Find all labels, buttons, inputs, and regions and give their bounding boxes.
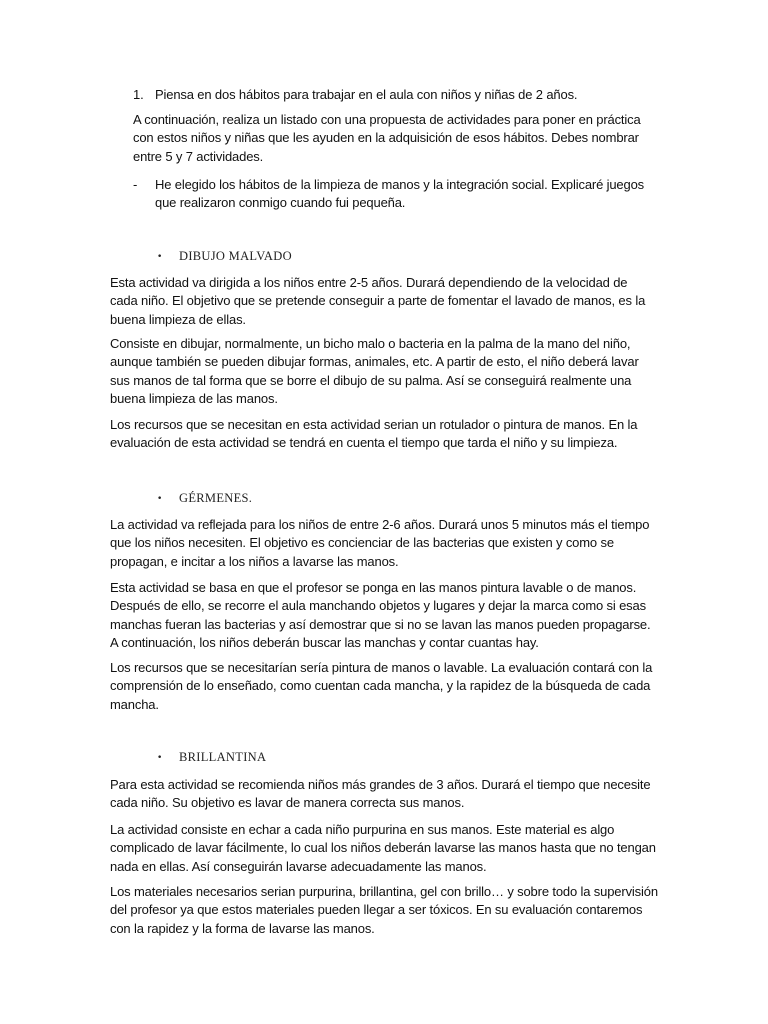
activity-paragraph: Para esta actividad se recomienda niños más grandes de 3 años. Durará el tiempo que necesite cada niño. Su objetivo es lavar de manera correcta sus manos. [110, 777, 651, 811]
activity-title: BRILLANTINA [179, 750, 267, 764]
question-number: 1. [133, 87, 144, 102]
activity-paragraph: Esta actividad se basa en que el profesor se ponga en las manos pintura lavable o de manos. Después de ello, se recorre el aula manchando objetos y lugares y dejar la marca como si esas manchas fueran las bacterias y así demostrar que si no se lavan las manos pueden propagarse. A continuación, los niños deberán buscar las manchas y contar cuantas hay. [110, 580, 651, 650]
activity-paragraph: Los recursos que se necesitarían sería pintura de manos o lavable. La evaluación contará con la comprensión de lo enseñado, como cuentan cada mancha, y la rapidez de la búsqueda de cada mancha. [110, 660, 653, 712]
dash-marker: - [133, 177, 138, 192]
question-item [133, 86, 673, 104]
bullet-icon: • [157, 252, 163, 262]
bullet-icon: • [157, 494, 163, 504]
activity-paragraph: Esta actividad va dirigida a los niños entre 2-5 años. Durará dependiendo de la velocidad de cada niño. El objetivo que se pretende conseguir a parte de fomentar el lavado de manos, es la buena limpieza de ellas. [110, 275, 646, 327]
activity-paragraph: Consiste en dibujar, normalmente, un bicho malo o bacteria en la palma de la mano del niño, aunque también se pueden dibujar formas, animales, etc. A partir de esto, el niño deberá lavar sus manos de tal forma que se borre el dibujo de su palma. Así se conseguirá realmente una buena limpieza de las manos. [110, 336, 639, 406]
activity-paragraph: La actividad va reflejada para los niños de entre 2-6 años. Durará unos 5 minutos más el tiempo que los niños necesiten. El objetivo es concienciar de las bacterias que existen y como se propagan, e incitar a los niños a lavarse las manos. [110, 517, 650, 569]
question-text: Piensa en dos hábitos para trabajar en el aula con niños y niñas de 2 años. [155, 87, 578, 102]
activity-heading-brillantina [157, 750, 266, 765]
activity-paragraph: La actividad consiste en echar a cada niño purpurina en sus manos. Este material es algo complicado de lavar fácilmente, lo cual los niños deberán lavarse las manos hasta que no tengan nada en ellas. Así conseguirán lavarse adecuadamente las manos. [110, 822, 656, 874]
activity-heading-dibujo-malvado [157, 249, 292, 264]
activity-title: GÉRMENES. [179, 491, 253, 505]
instructions-paragraph: A continuación, realiza un listado con una propuesta de actividades para poner en práctica con estos niños y niñas que les ayuden en la adquisición de esos hábitos. Debes nombrar entre 5 y 7 actividades. [133, 112, 641, 164]
answer-item [133, 176, 673, 213]
activity-heading-germenes [157, 491, 252, 506]
bullet-icon: • [157, 753, 163, 763]
activity-paragraph: Los materiales necesarios serian purpurina, brillantina, gel con brillo… y sobre todo la supervisión del profesor ya que estos materiales pueden llegar a ser tóxicos. En su evaluación contaremos con la rapidez y la forma de lavarse las manos. [110, 884, 658, 936]
activity-title: DIBUJO MALVADO [179, 249, 292, 263]
answer-text: He elegido los hábitos de la limpieza de manos y la integración social. Explicaré juegos que realizaron conmigo cuando fui pequeña. [155, 177, 645, 211]
activity-paragraph: Los recursos que se necesitan en esta actividad serian un rotulador o pintura de manos. En la evaluación de esta actividad se tendrá en cuenta el tiempo que tarda el niño y su limpieza. [110, 417, 638, 451]
